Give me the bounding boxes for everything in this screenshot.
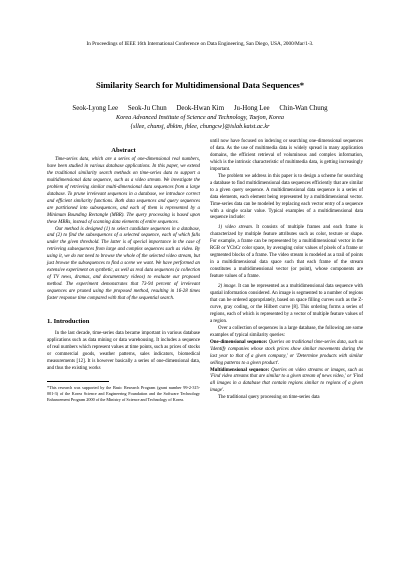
abstract-paragraph: Our method is designed (1) to select candidate sequences in a database, and (2) to find the subsequences of a selected sequence, each of which falls under the given threshold. The latter is of special importance in the case of retrieving subsequences from large and complex sequences such as video. By using it, we do not need to browse the whole of the selected video stream, but just browse the subsequences to find a scene we want. We have performed an extensive experiment on synthetic, as well as real data sequences (a collection of TV news, dramas, and documentary videos) to evaluate our proposed method. The experiment demonstrates that 73-94 percent of irrelevant sequences are pruned using the proposed method, resulting in 16-28 times faster response time compared with that of the sequential search. [47,226,201,302]
author-name: Seok-Ju Chun [127,105,167,112]
query-item-one-dimensional [210,340,363,368]
item-label: 1) video stream. [218,225,254,231]
body-paragraph: until now have focused on indexing or searching one-dimensional sequences of data. As the use of multimedia data is widely spread in many application domains, the efficient retrieval of voluminous and complex information, which is the intrinsic characteristic of multimedia data, is getting increasingly important. [210,139,363,172]
introduction-paragraph: In the last decade, time-series data became important in various database applications such as data mining or data warehousing. It includes a sequence of real numbers which represent values at time points, such as prices of stocks or commercial goods, weather patterns, sales indicators, biomedical measurements [12]. It is however basically a series of one-dimensional data, and thus the existing works [47,331,200,371]
footnote-rule [47,381,109,382]
affiliation: Korea Advanced Institute of Science and Technology, Taejon, Korea [115,114,285,121]
left-column [47,146,200,402]
body-paragraph: Over a collection of sequences in a large database, the following are some examples of typical similarity queries: [210,325,363,338]
author-list [40,104,360,113]
item-text: It consists of multiple frames and each frame is characterized by multiple feature attributes such as color, texture or shape. For example, a frame can be represented by a multidimensional vector in the RGB or YCbCr color space, by averaging color values of pixels of a frame or segmented blocks of a frame. The video stream is modeled as a trail of points in a multidimensional data space such that each frame of the stream constitutes a multidimensional vector (or point), whose components are feature values of a frame. [210,225,363,280]
item-label: 2) image. [218,284,237,290]
abstract-heading: Abstract [111,147,136,154]
introduction-heading: 1. Introduction [47,318,90,326]
author-name: Deok-Hwan Kim [176,105,225,112]
query-text: Queries on traditional time-series data, such as 'Identify companies whose stock prices show similar movements during the last year to that of a given company,' or 'Determine products with similar selling patterns to a given product'. [210,339,363,366]
query-text: Queries on video streams or images, such as 'Find video streams that are similar to a given stream of news video,' or 'Find all images in a database that contain regions similar to regions of a given image'. [210,367,363,394]
query-label: Multidimensional sequence: [210,367,270,373]
right-column [210,139,363,402]
example-item-video [210,225,363,281]
abstract-body [47,157,200,303]
body-paragraph: The problem we address in this paper is to design a scheme for searching a database to find multidimensional data sequences efficiently that are similar to a given query sequence. A multidimensional data sequence is a series of data elements, each element being represented by a multidimensional vector. Time-series data can be modeled by replacing each vector entry of a sequence with a single scalar value. Typical examples of a multidimensional data sequence include: [210,173,363,221]
proceedings-header: In Proceedings of IEEE 16th International Conference on Data Engineering, San Diego, USA, 2000/Mar/1-3. [86,41,314,47]
item-text: It can be represented as a multidimensional data sequence with spatial information considered. An image is segmented to a number of regions that can be ordered appropriately, based on space filling curves such as the Z-curve, gray coding, or the Hilbert curve [8]. This ordering forms a series of regions, each of which is represented by a vector of multiple feature values of a region. [210,284,363,324]
abstract-paragraph: Time-series data, which are a series of one-dimensional real numbers, have been studied in various database applications. In this paper, we extend the traditional similarity search methods on time-series data to support a multidimensional data sequence, such as a video stream. We investigate the problem of retrieving similar multi-dimensional data sequences from a large database. To prune irrelevant sequences in a database, we introduce correct and efficient similarity functions. Both data sequences and query sequences are partitioned into subsequences, and each of them is represented by a Minimum Bounding Rectangle (MBR). The query processing is based upon these MBRs, instead of scanning data elements of entire sequences. [47,157,200,225]
author-name: Seok-Lyong Lee [72,105,119,112]
paper-title: Similarity Search for Multidimensional Data Sequences* [95,80,305,90]
body-paragraph: The traditional query processing on time-series data [218,395,320,401]
query-label: One-dimensional sequence: [210,339,268,345]
example-item-image [210,284,363,326]
author-name: Ju-Hong Lee [233,105,270,112]
author-emails: {sllee, chunsj, dhkim, jhlee, chungcw}@islab.kaist.ac.kr [130,123,270,130]
author-name: Chin-Wan Chung [279,105,328,112]
footnote: *This research was supported by the Basic Research Program (grant number 99-2-315-001-3) of the Korea Science and Engineering Foundation and the Software Technology Enhancement Program 2000 of the Ministry of Science and Technology of Korea. [47,384,200,402]
query-item-multidimensional [210,368,363,396]
